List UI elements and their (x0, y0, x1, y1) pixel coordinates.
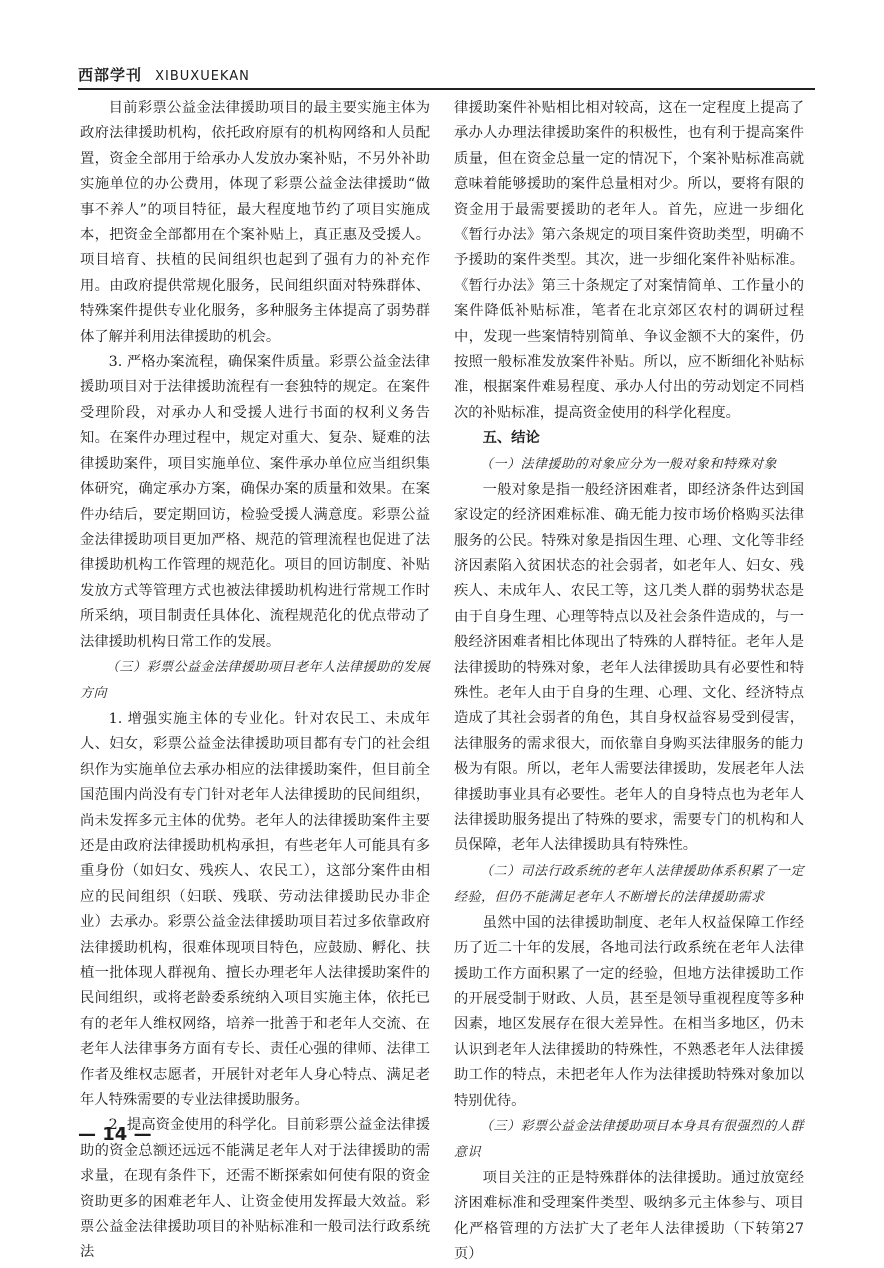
paragraph: 2. 提高资金使用的科学化。目前彩票公益金法律援助的资金总额还远远不能满足老年人对于法律援助的需求量，在现有条件下，还需不断探索如何使有限的资金资助更多的困难老年人、让资金使用发挥最大效益。彩票公益金法律援助项目的补贴标准和一般司法行政系统法 (80, 1117, 430, 1261)
page-number: — 14 — (78, 1124, 152, 1145)
right-column (454, 96, 805, 1263)
section-subheading: （三）彩票公益金法律援助项目老年人法律援助的发展方向 (80, 659, 431, 701)
paragraph: 一般对象是指一般经济困难者，即经济条件达到国家设定的经济困难标准、确无能力按市场价格购买法律服务的公民。特殊对象是指因生理、心理、文化等非经济因素陷入贫困状态的社会弱者，如老年人、妇女、残疾人、未成年人、农民工等，这几类人群的弱势状态是由于自身生理、心理等特点以及社会条件造成的，与一般经济困难者相比体现出了特殊的人群特征。老年人是法律援助的特殊对象，老年人法律援助具有必要性和特殊性。老年人由于自身的生理、心理、文化、经济特点造成了其社会弱者的角色，其自身权益容易受到侵害，法律服务的需求很大，而依靠自身购买法律服务的能力极为有限。所以，老年人需要法律援助，发展老年人法律援助事业具有必要性。老年人的自身特点也为老年人法律援助服务提出了特殊的要求，需要专门的机构和人员保障，老年人法律援助具有特殊性。 (454, 481, 804, 854)
journal-header (78, 64, 818, 85)
header-rule (78, 88, 815, 90)
paragraph: 1. 增强实施主体的专业化。针对农民工、未成年人、妇女，彩票公益金法律援助项目都有专门的社会组织作为实施单位去承办相应的法律援助案件，但目前全国范围内尚没有专门针对老年人法律援助的民间组织，尚未发挥多元主体的优势。老年人的法律援助案件主要还是由政府法律援助机构承担，有些老年人可能具有多重身份（如妇女、残疾人、农民工），这部分案件由相应的民间组织（妇联、残联、劳动法律援助民办非企业）去承办。彩票公益金法律援助项目若过多依靠政府法律援助机构，很难体现项目特色，应鼓励、孵化、扶植一批体现人群视角、擅长办理老年人法律援助案件的民间组织，或将老龄委系统纳入项目实施主体，依托已有的老年人维权网络，培养一批善于和老年人交流、在老年人法律事务方面有专长、责任心强的律师、法律工作者及维权志愿者，开展针对老年人身心特点、满足老年人特殊需要的专业法律援助服务。 (80, 710, 430, 1109)
left-column (80, 96, 431, 1261)
section-subheading: （一）法律援助的对象应分为一般对象和特殊对象 (480, 456, 778, 472)
paragraph: 3. 严格办案流程，确保案件质量。彩票公益金法律援助项目对于法律援助流程有一套独特的规定。在案件受理阶段，对承办人和受援人进行书面的权利义务告知。在案件办理过程中，规定对重大、复杂、疑难的法律援助案件，项目实施单位、案件承办单位应当组织集体研究，确定承办方案，确保办案的质量和效果。在案件办结后，要定期回访，检验受援人满意度。彩票公益金法律援助项目更加严格、规范的管理流程也促进了法律援助机构工作管理的规范化。项目的回访制度、补贴发放方式等管理方式也被法律援助机构进行常规工作时所采纳，项目制责任具体化、流程规范化的优点带动了法律援助机构日常工作的发展。 (80, 354, 430, 650)
paragraph: 目前彩票公益金法律援助项目的最主要实施主体为政府法律援助机构，依托政府原有的机构网络和人员配置，资金全部用于给承办人发放办案补贴，不另外补助实施单位的办公费用，体现了彩票公益金法律援助“做事不养人”的项目特征，最大程度地节约了项目实施成本，把资金全部都用在个案补贴上，真正惠及受援人。项目培育、扶植的民间组织也起到了强有力的补充作用。由政府提供常规化服务，民间组织面对特殊群体、特殊案件提供专业化服务，多种服务主体提高了弱势群体了解并利用法律援助的机会。 (80, 100, 430, 345)
section-heading: 五、结论 (482, 430, 540, 447)
section-subheading: （三）彩票公益金法律援助项目本身具有很强烈的人群意识 (454, 1119, 805, 1161)
paragraph: 虽然中国的法律援助制度、老年人权益保障工作经历了近二十年的发展，各地司法行政系统在老年人法律援助工作方面积累了一定的经验，但地方法律援助工作的开展受制于财政、人员，甚至是领导重视程度等多种因素，地区发展存在很大差异性。在相当多地区，仍未认识到老年人法律援助的特殊性，不熟悉老年人法律援助工作的特点，未把老年人作为法律援助特殊对象加以特别优待。 (454, 914, 804, 1109)
journal-pinyin: XIBUXUEKAN (155, 69, 250, 84)
journal-title: 西部学刊 (78, 66, 143, 84)
paragraph: 律援助案件补贴相比相对较高，这在一定程度上提高了承办人办理法律援助案件的积极性，也有利于提高案件质量，但在资金总量一定的情况下，个案补贴标准高就意味着能够援助的案件总量相对少。所以，要将有限的资金用于最需要援助的老年人。首先，应进一步细化《暂行办法》第六条规定的项目案件资助类型，明确不予援助的案件类型。其次，进一步细化案件补贴标准。《暂行办法》第三十条规定了对案情简单、工作量小的案件降低补贴标准，笔者在北京郊区农村的调研过程中，发现一些案情特别简单、争议金额不大的案件，仍按照一般标准发放案件补贴。所以，应不断细化补贴标准，根据案件难易程度、承办人付出的劳动划定不同档次的补贴标准，提高资金使用的科学化程度。 (454, 100, 804, 421)
section-subheading: （二）司法行政系统的老年人法律援助体系积累了一定经验，但仍不能满足老年人不断增长的法律援助需求 (454, 863, 805, 905)
paragraph: 项目关注的正是特殊群体的法律援助。通过放宽经济困难标准和受理案件类型、吸纳多元主体参与、项目化严格管理的方法扩大了老年人法律援助（下转第27页） (454, 1170, 804, 1263)
